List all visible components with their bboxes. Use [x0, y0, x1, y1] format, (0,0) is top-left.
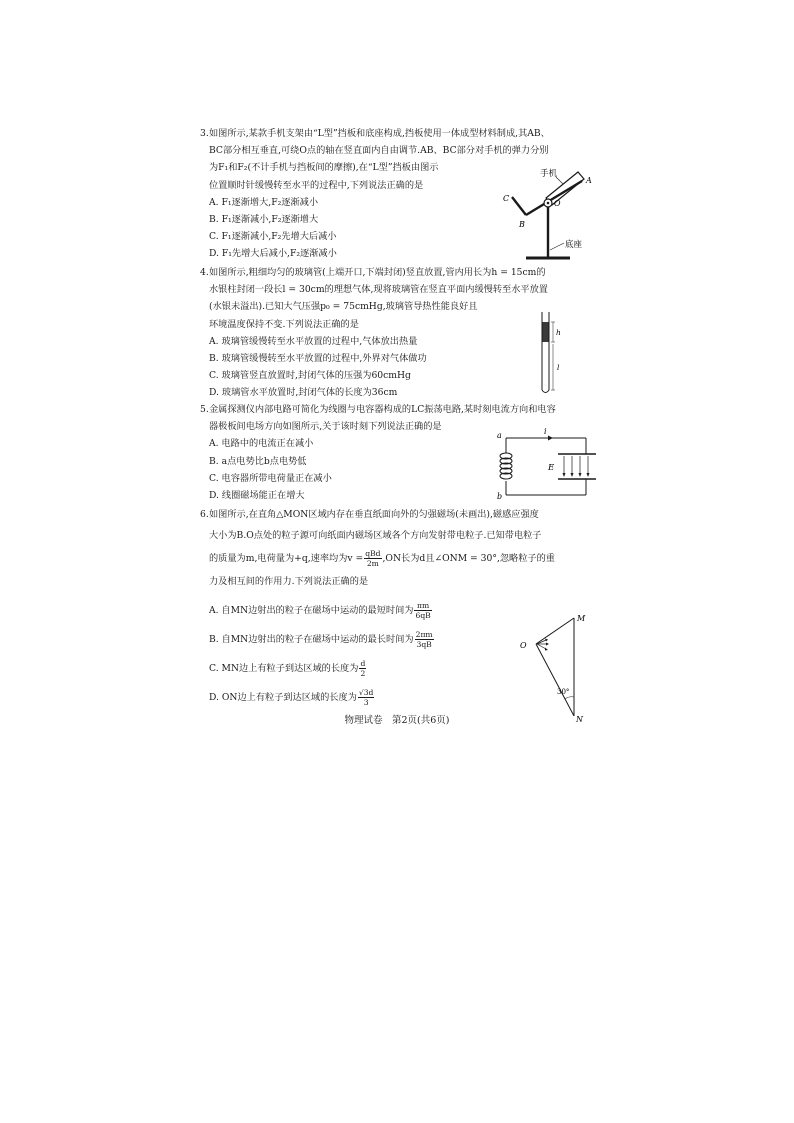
q5-option-c: C. 电容器所带电荷量正在减小 [209, 472, 332, 484]
q4-label-h: h [556, 328, 561, 337]
q5-line-2: 器极板间电场方向如图所示,关于该时刻下列说法正确的是 [209, 421, 442, 433]
q3-option-b: B. F₁逐渐减小,F₂逐渐增大 [209, 214, 319, 226]
q6-triangle-figure [516, 612, 596, 722]
q5-lc-circuit-figure [488, 427, 600, 501]
q6-label-m: M [577, 614, 586, 623]
q3-option-a: A. F₁逐渐增大,F₂逐渐减小 [209, 196, 319, 208]
q5-label-b: b [497, 492, 503, 501]
q3-phone-stand-figure [496, 165, 600, 265]
q6-label-o: O [520, 641, 527, 650]
q6-line-4: 力及相互间的作用力.下列说法正确的是 [209, 576, 369, 587]
q4-line-1: 4.如图所示,粗细均匀的玻璃管(上端开口,下端封闭)竖直放置,管内用长为h = 15cm的 [200, 264, 600, 281]
q5-option-a: A. 电路中的电流正在减小 [209, 438, 314, 450]
q6-label-angle: 30° [557, 688, 570, 696]
q4-label-l: l [557, 363, 560, 372]
q5-option-d: D. 线圈磁场能正在增大 [209, 490, 305, 502]
q6-option-c: C. MN边上有粒子到达区域的长度为 $\frac{d}{2}$ [209, 659, 366, 678]
q3-label-phone: 手机 [540, 169, 558, 179]
q3-option-d: D. F₁先增大后减小,F₂逐渐减小 [209, 248, 337, 260]
q4-option-a: A. 玻璃管缓慢转至水平放置的过程中,气体放出热量 [209, 335, 418, 347]
q3-label-base: 底座 [565, 240, 583, 250]
question-5 [200, 401, 600, 504]
q4-option-c: C. 玻璃管竖直放置时,封闭气体的压强为60cmHg [209, 370, 411, 382]
q4-option-b: B. 玻璃管缓慢转至水平放置的过程中,外界对气体做功 [209, 353, 427, 365]
q6-option-a: A. 自MN边射出的粒子在磁场中运动的最短时间为 $\frac{\pi m}{6qB}$ [209, 601, 431, 620]
q6-number: 6. [200, 509, 209, 520]
q4-number: 4. [200, 267, 209, 278]
page-footer: 物理试卷 第2页(共6页) [344, 715, 450, 726]
q3-option-c: C. F₁逐渐减小,F₂先增大后减小 [209, 231, 337, 243]
q3-line-1: 3.如图所示,某款手机支架由“L型”挡板和底座构成,挡板使用一体成型材料制成,其AB、 [200, 125, 600, 142]
q3-line-4: 位置顺时针缓慢转至水平的过程中,下列说法正确的是 [209, 179, 424, 191]
q4-glass-tube-figure [532, 308, 572, 398]
q3-number: 3. [200, 128, 209, 139]
q4-option-d: D. 玻璃管水平放置时,封闭气体的长度为36cm [209, 387, 398, 399]
q6-velocity-fraction: $\frac{\text{qBd}}{2m}$ [365, 549, 381, 568]
q3-line-2: BC部分相互垂直,可绕O点的轴在竖直面内自由调节.AB、BC部分对手机的弹力分别 [209, 145, 549, 157]
q6-label-n: N [576, 715, 583, 722]
q4-line-4: 环境温度保持不变.下列说法正确的是 [209, 318, 359, 330]
q3-label-b: B [519, 220, 525, 229]
q6-line-3: 的质量为m,电荷量为+q,速率均为v = $\frac{\text{qBd}}{2m}$ ,ON长为d且∠ONM = 30°,忽略粒子的重 [209, 549, 555, 568]
q4-line-3: (水银未溢出).已知大气压强p₀ = 75cmHg,玻璃管导热性能良好且 [209, 301, 478, 313]
q3-label-a: A [586, 176, 592, 185]
q5-label-i: i [544, 427, 547, 436]
q6-option-b: B. 自MN边射出的粒子在磁场中运动的最长时间为 $\frac{2\pi m}{3qB}$ [209, 630, 433, 649]
q5-option-b: B. a点电势比b点电势低 [209, 455, 307, 467]
q6-option-d: D. ON边上有粒子到达区域的长度为 $\frac{√3d}{3}$ [209, 688, 374, 707]
q5-label-e: E [548, 463, 555, 473]
question-4 [200, 264, 600, 401]
question-3 [200, 125, 600, 264]
q4-line-2: 水银柱封闭一段长l = 30cm的理想气体,现将玻璃管在竖直平面内缓慢转至水平放置 [209, 284, 548, 296]
q6-line-1: 6.如图所示,在直角△MON区域内存在垂直纸面向外的匀强磁场(未画出),磁感应强度 [200, 504, 600, 525]
q6-line-2: 大小为B.O点处的粒子源可向纸面内磁场区域各个方向发射带电粒子.已知带电粒子 [209, 530, 542, 541]
q3-line-3: 为F₁和F₂(不计手机与挡板间的摩擦),在“L型”挡板由图示 [209, 162, 439, 174]
q3-label-c: C [503, 194, 510, 203]
q3-label-o: O [554, 199, 561, 208]
q5-number: 5. [200, 404, 209, 415]
q5-line-1: 5.金属探测仪内部电路可简化为线圈与电容器构成的LC振荡电路,某时刻电流方向和电容 [200, 401, 600, 418]
q5-label-a: a [497, 431, 502, 440]
